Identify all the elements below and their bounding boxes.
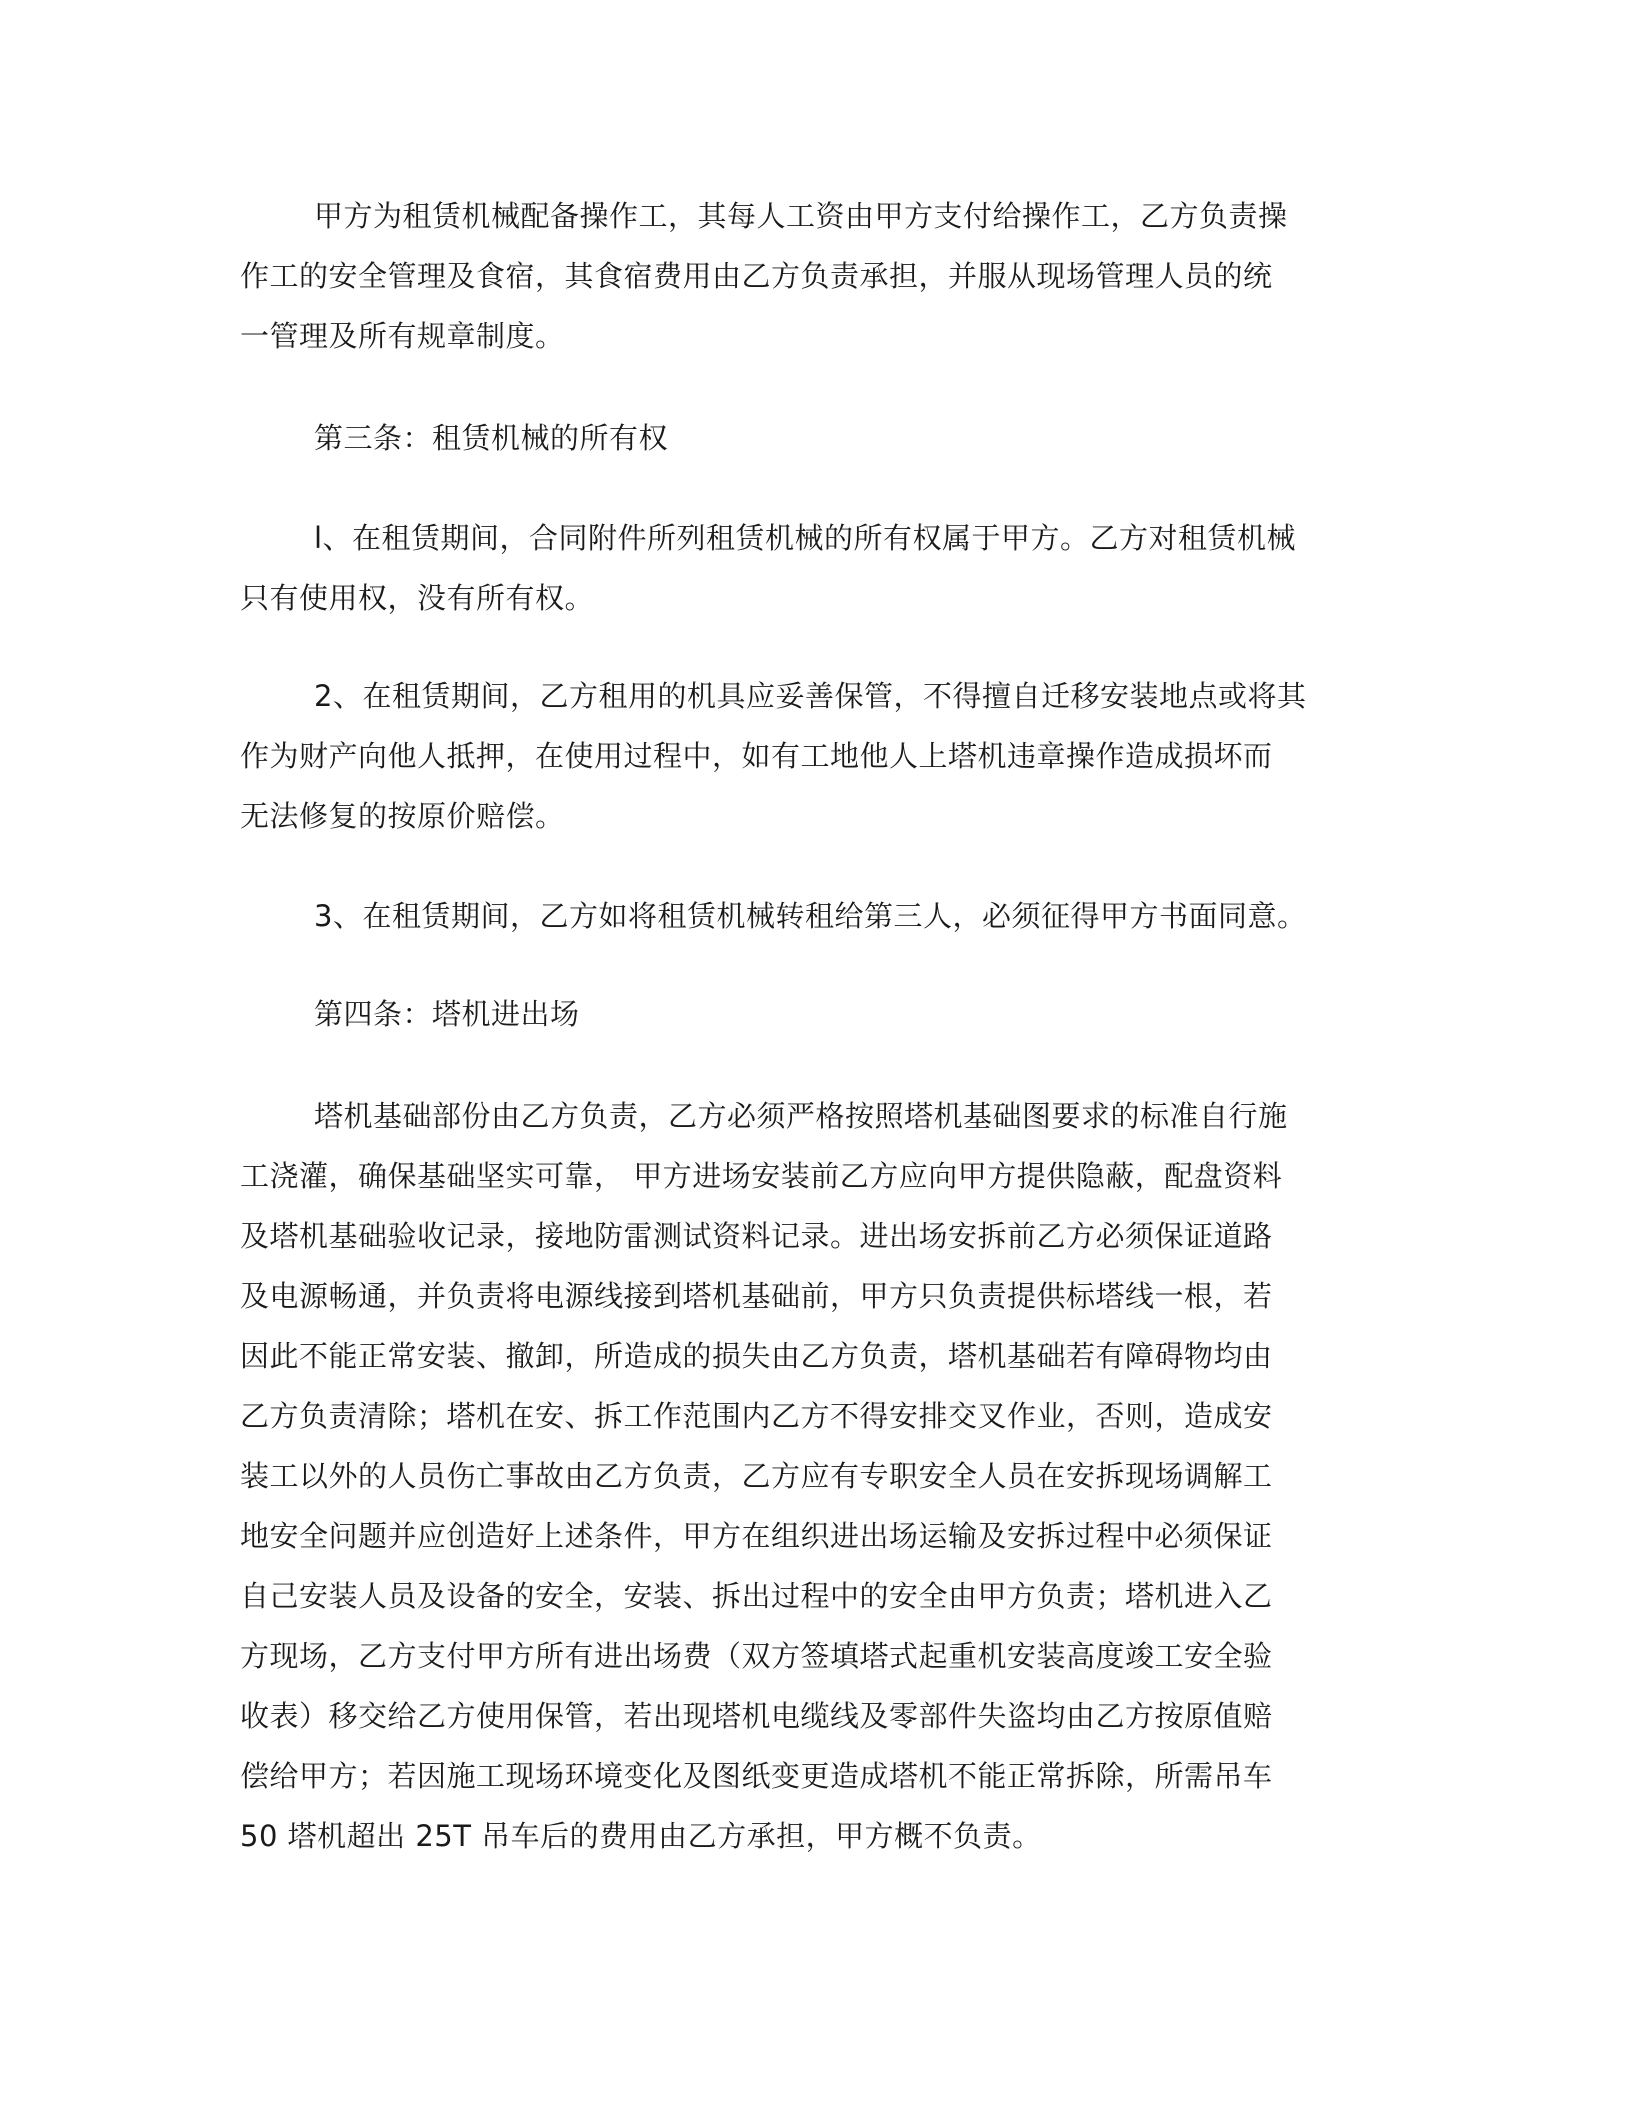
- text-line: l、在租赁期间，合同附件所列租赁机械的所有权属于甲方。乙方对租赁机械: [314, 521, 1297, 555]
- text-line: 作工的安全管理及食宿，其食宿费用由乙方负责承担，并服从现场管理人员的统: [240, 259, 1273, 293]
- paragraph-ownership-1: [240, 508, 1380, 628]
- text-line: 甲方为租赁机械配备操作工，其每人工资由甲方支付给操作工，乙方负责操: [314, 199, 1288, 233]
- paragraph-ownership-2: [240, 666, 1380, 846]
- text-line: 及电源畅通，并负责将电源线接到塔机基础前，甲方只负责提供标塔线一根，若: [240, 1279, 1273, 1313]
- text-line: 工浇灌，确保基础坚实可靠， 甲方进场安装前乙方应向甲方提供隐蔽，配盘资料: [240, 1159, 1283, 1193]
- text-line: 乙方负责清除；塔机在安、拆工作范围内乙方不得安排交叉作业，否则，造成安: [240, 1399, 1273, 1433]
- text-line: 作为财产向他人抵押，在使用过程中，如有工地他人上塔机违章操作造成损坏而: [240, 739, 1273, 773]
- heading-text: 第四条：塔机进出场: [314, 997, 580, 1031]
- text-line: 地安全问题并应创造好上述条件，甲方在组织进出场运输及安拆过程中必须保证: [240, 1519, 1273, 1553]
- text-line: 因此不能正常安装、撤卸，所造成的损失由乙方负责，塔机基础若有障碍物均由: [240, 1339, 1273, 1373]
- paragraph-ownership-3: [240, 886, 1380, 946]
- paragraph-tower-crane-entry-exit: [240, 1086, 1380, 1866]
- heading-article-4: [240, 984, 1380, 1044]
- text-line: 只有使用权，没有所有权。: [240, 581, 595, 615]
- heading-text: 第三条：租赁机械的所有权: [314, 421, 669, 455]
- text-line: 塔机基础部份由乙方负责，乙方必须严格按照塔机基础图要求的标准自行施: [314, 1099, 1288, 1133]
- text-line: 方现场，乙方支付甲方所有进出场费（双方签填塔式起重机安装高度竣工安全验: [240, 1639, 1273, 1673]
- text-line: 及塔机基础验收记录，接地防雷测试资料记录。进出场安拆前乙方必须保证道路: [240, 1219, 1273, 1253]
- text-line: 无法修复的按原价赔偿。: [240, 799, 565, 833]
- text-line: 一管理及所有规章制度。: [240, 319, 565, 353]
- text-line: 收表）移交给乙方使用保管，若出现塔机电缆线及零部件失盗均由乙方按原值赔: [240, 1699, 1273, 1733]
- text-line: 3、在租赁期间，乙方如将租赁机械转租给第三人，必须征得甲方书面同意。: [314, 899, 1307, 933]
- text-line: 偿给甲方；若因施工现场环境变化及图纸变更造成塔机不能正常拆除，所需吊车: [240, 1759, 1273, 1793]
- heading-article-3: [240, 408, 1380, 468]
- text-line: 50 塔机超出 25T 吊车后的费用由乙方承担，甲方概不负责。: [240, 1819, 1042, 1853]
- text-line: 自己安装人员及设备的安全，安装、拆出过程中的安全由甲方负责；塔机进入乙: [240, 1579, 1273, 1613]
- text-line: 2、在租赁期间，乙方租用的机具应妥善保管，不得擅自迁移安装地点或将其: [314, 679, 1307, 713]
- text-line: 装工以外的人员伤亡事故由乙方负责，乙方应有专职安全人员在安拆现场调解工: [240, 1459, 1273, 1493]
- paragraph-operator-arrangement: [240, 186, 1380, 366]
